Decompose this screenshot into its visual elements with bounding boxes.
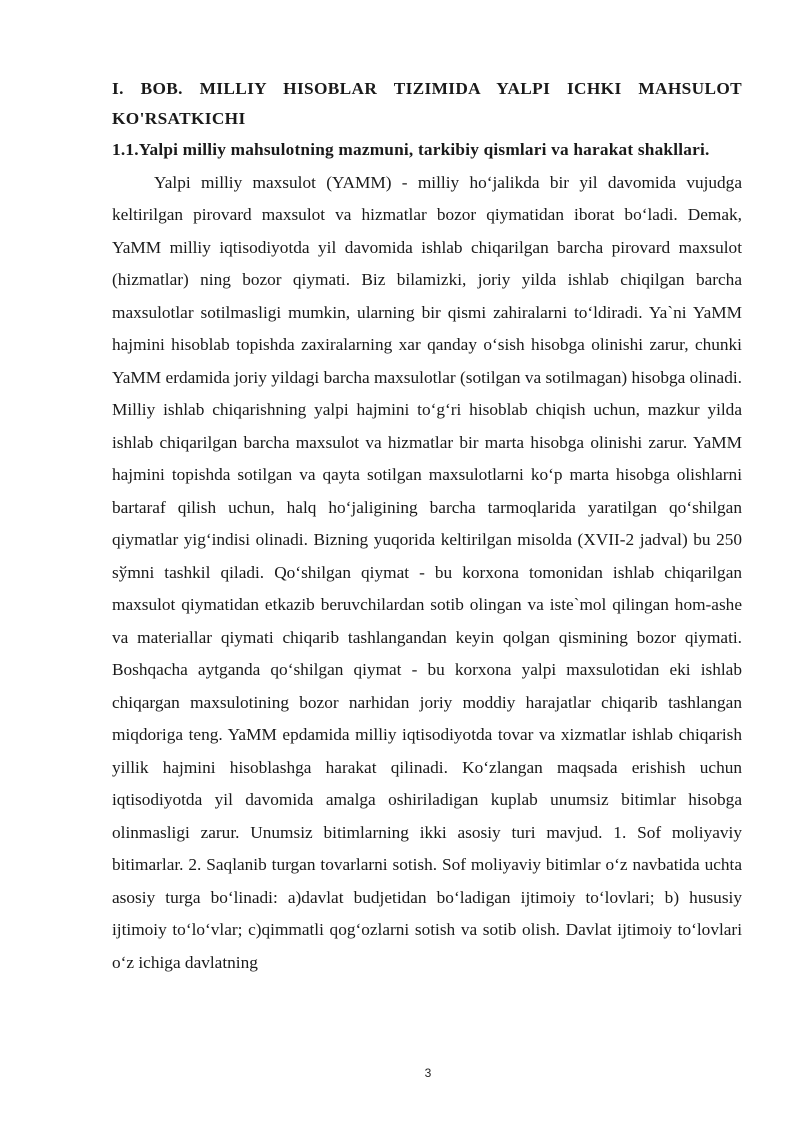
- body-paragraph: Yalpi milliy maxsulot (YAMM) - milliy ho‘jalikda bir yil davomida vujudga keltirilgan pirovard maxsulot va hizmatlar bozor qiymatidan iborat bo‘ladi. Demak, YaMM milliy iqtisodiyotda yil davomida ishlab chiqarilgan barcha pirovard maxsulot (hizmatlar) ning bozor qiymati. Biz bilamizki, joriy yilda ishlab chiqilgan barcha maxsulotlar sotilmasligi mumkin, ularning bir qismi zahiralarni to‘ldiradi. Ya`ni YaMM hajmini hisoblab topishda zaxiralarning xar qanday o‘sish hisobga olinishi zarur, chunki YaMM erdamida joriy yildagi barcha maxsulotlar (sotilgan va sotilmagan) hisobga olinadi. Milliy ishlab chiqarishning yalpi hajmini to‘g‘ri hisoblab chiqish uchun, mazkur yilda ishlab chiqarilgan barcha maxsulot va hizmatlar bir marta hisobga olinishi zarur. YaMM hajmini topishda sotilgan va qayta sotilgan maxsulotlarni ko‘p marta hisobga olishlarni bartaraf qilish uchun, halq ho‘jaligining barcha tarmoqlarida yaratilgan qo‘shilgan qiymatlar yig‘indisi olinadi. Bizning yuqorida keltirilgan misolda (XVII-2 jadval) bu 250 sўmni tashkil qiladi. Qo‘shilgan qiymat - bu korxona tomonidan ishlab chiqarilgan maxsulot qiymatidan etkazib beruvchilardan sotib olingan va iste`mol qilingan hom-ashe va materiallar qiymati chiqarib tashlangandan keyin qolgan qismining bozor qiymati. Boshqacha aytganda qo‘shilgan qiymat - bu korxona yalpi maxsulotidan eki ishlab chiqargan maxsulotining bozor narhidan joriy moddiy harajatlar chiqarib tashlangan miqdoriga teng. YaMM epdamida milliy iqtisodiyotda tovar va xizmatlar ishlab chiqarish yillik hajmini hisoblashga harakat qilinadi. Ko‘zlangan maqsada erishish uchun iqtisodiyotda yil davomida amalga oshiriladigan kuplab unumsiz bitimlar hisobga olinmasligi zarur. Unumsiz bitimlarning ikki asosiy turi mavjud. 1. Sof moliyaviy bitimarlar. 2. Saqlanib turgan tovarlarni sotish. Sof moliyaviy bitimlar o‘z navbatida uchta asosiy turga bo‘linadi: a)davlat budjetidan bo‘ladigan ijtimoiy to‘lovlari; b) hususiy ijtimoiy to‘lo‘vlar; c)qimmatli qog‘ozlarni sotish va sotib olish. Davlat ijtimoiy to‘lovlari o‘z ichiga davlatning: [112, 172, 742, 972]
- page-number: 3: [424, 1066, 432, 1080]
- document-page: [112, 74, 742, 979]
- chapter-heading: I. BOB. MILLIY HISOBLAR TIZIMIDA YALPI ICHKI MAHSULOT KO'RSATKICHI: [112, 79, 742, 128]
- section-heading: 1.1.Yalpi milliy mahsulotning mazmuni, tarkibiy qismlari va harakat shakllari.: [112, 140, 710, 159]
